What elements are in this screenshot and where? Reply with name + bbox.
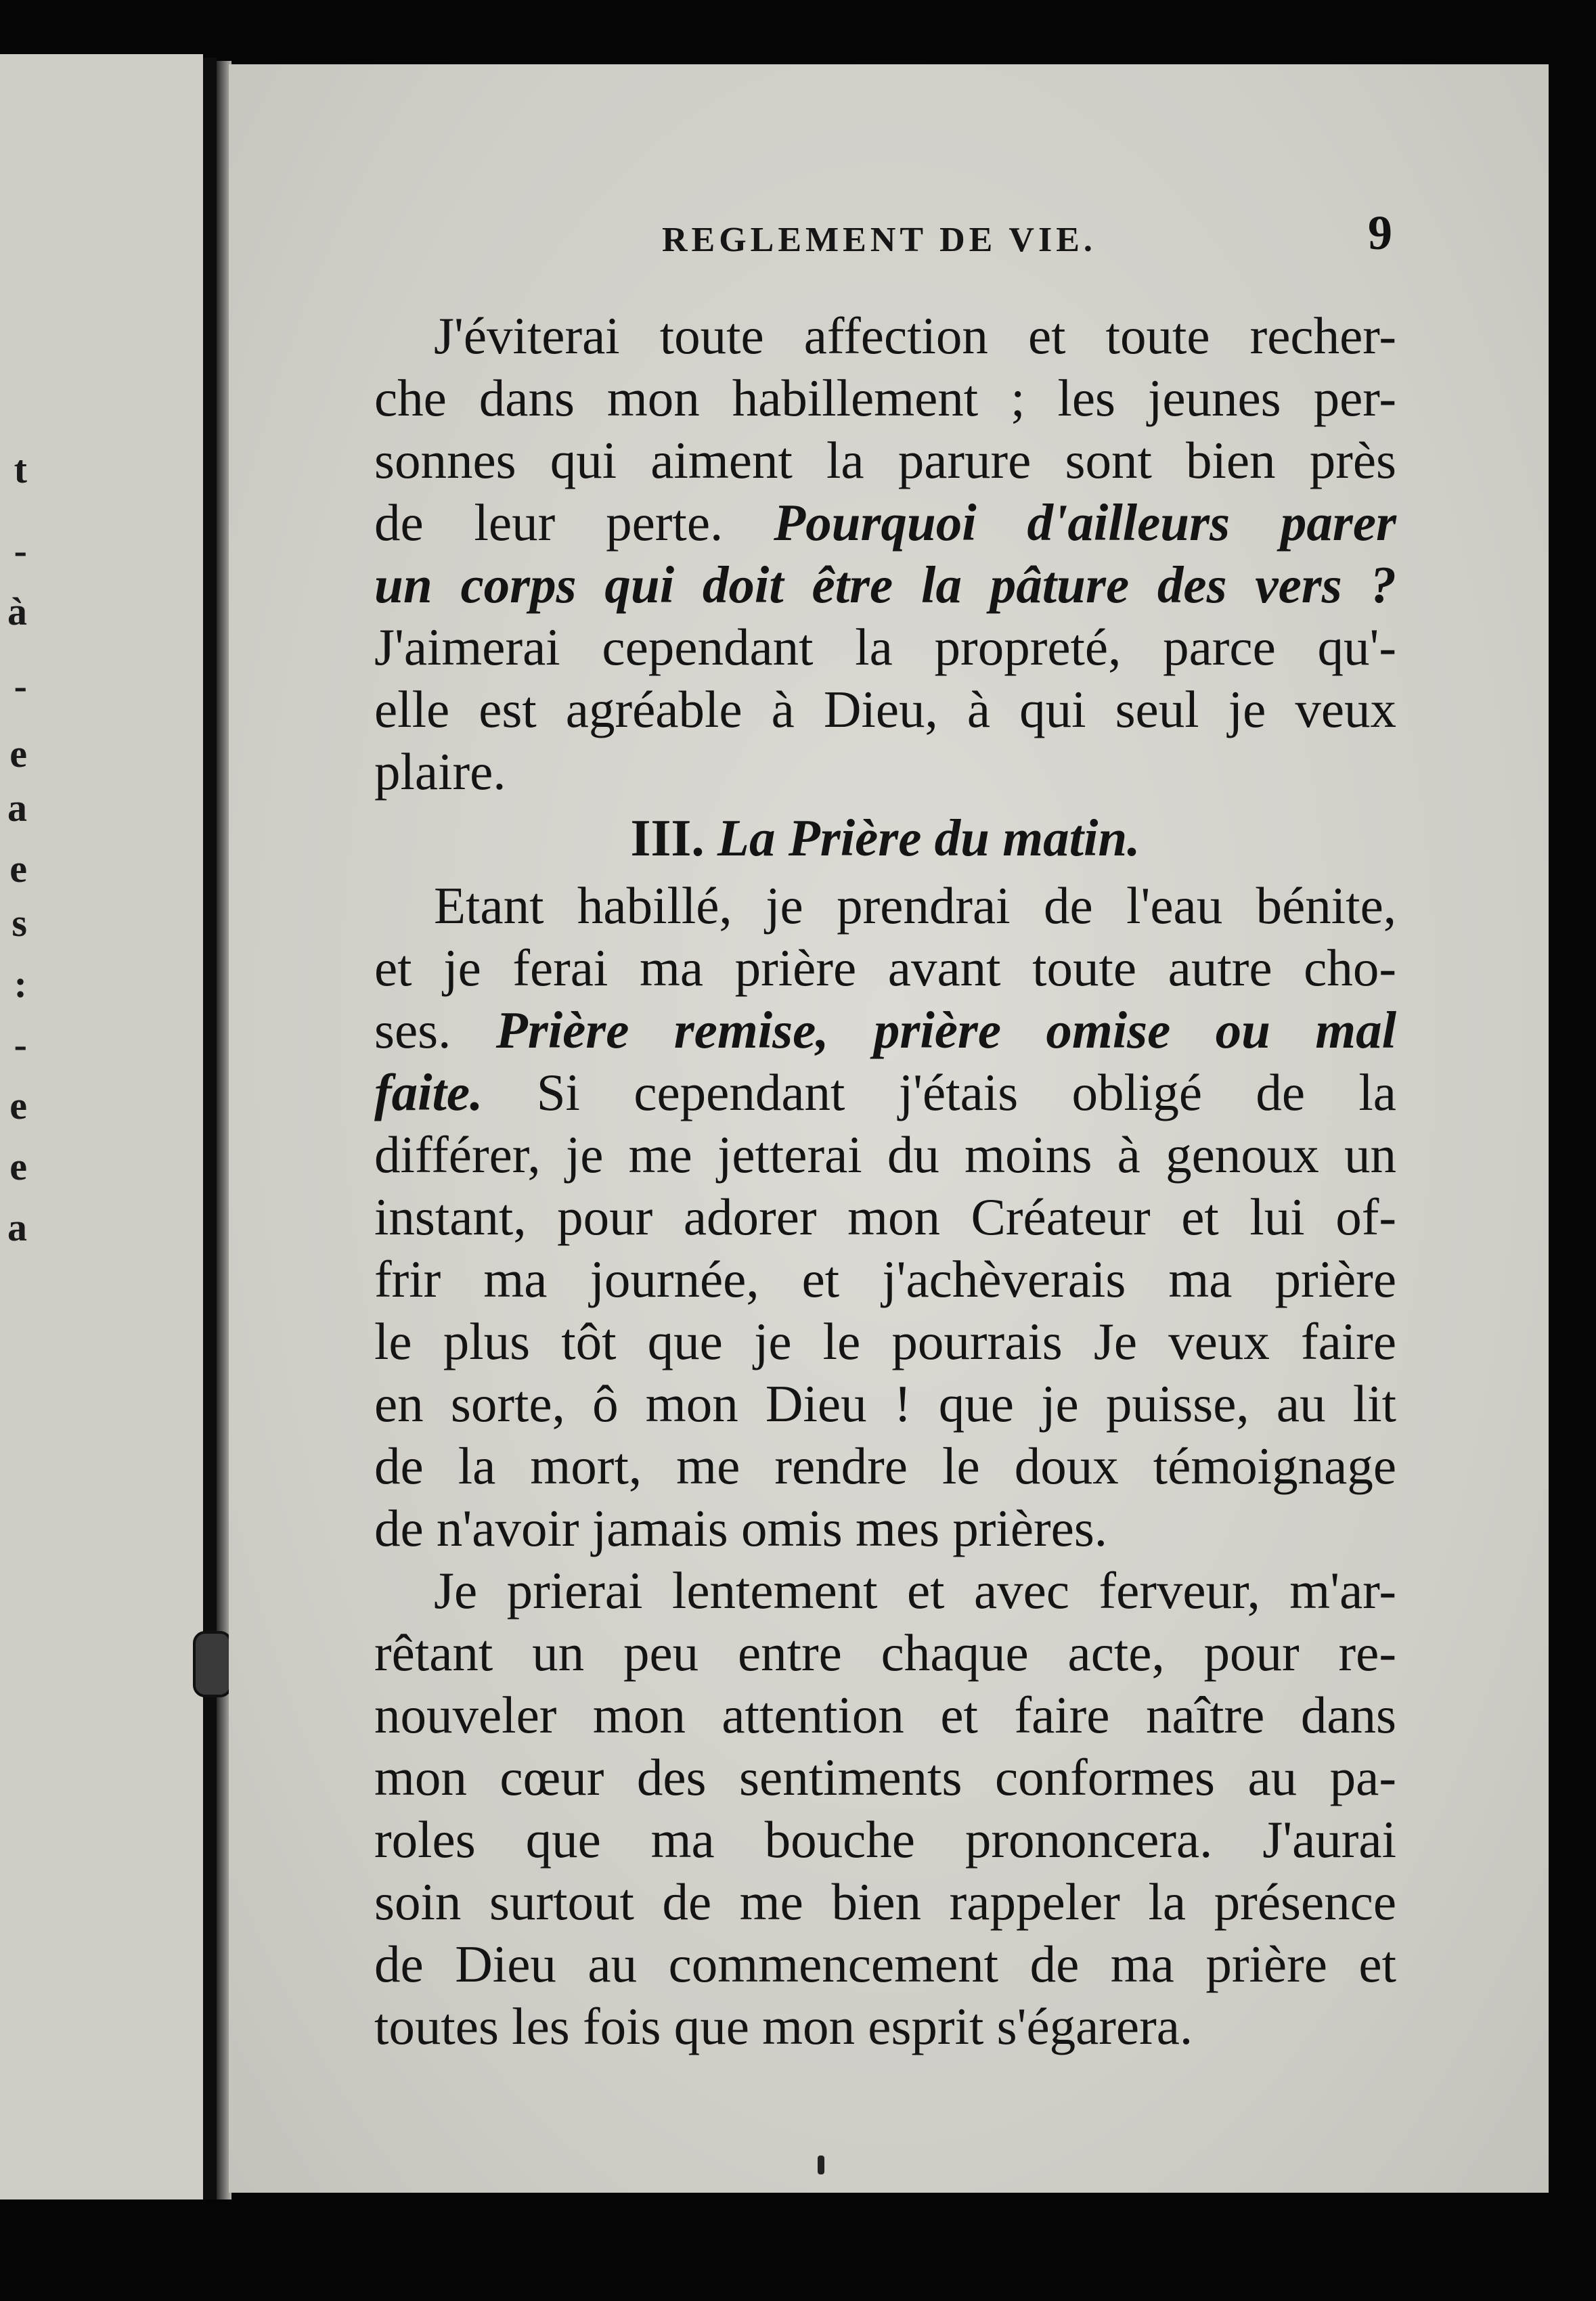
text-line <box>374 1559 1396 1622</box>
text-run: Si cependant j'étais obligé de la <box>483 1063 1396 1121</box>
left-page-fragment: - <box>14 1023 27 1067</box>
text-run: différer, je me jetterai du moins à genoux un <box>374 1125 1396 1184</box>
text-line <box>374 874 1396 937</box>
text-run: de n'avoir jamais omis mes prières. <box>374 1499 1108 1557</box>
text-line <box>374 1186 1396 1248</box>
text-run: le plus tôt que je le pourrais Je veux faire <box>374 1312 1396 1370</box>
book-gutter <box>203 58 217 2199</box>
text-line <box>374 305 1396 367</box>
text-line <box>374 1497 1396 1559</box>
text-run: Je prierai lentement et avec ferveur, m'ar- <box>434 1561 1396 1619</box>
section-title: La Prière du matin. <box>717 809 1140 867</box>
italic-run: faite. <box>374 1063 483 1121</box>
text-run: elle est agréable à Dieu, à qui seul je veux <box>374 680 1396 738</box>
text-line <box>374 1995 1396 2057</box>
adjacent-left-page <box>0 54 203 2199</box>
text-line <box>374 1248 1396 1310</box>
left-page-fragment: : <box>14 962 27 1006</box>
text-line <box>374 1808 1396 1871</box>
left-page-fragment: a <box>7 1205 27 1249</box>
italic-run: Pourquoi d'ailleurs parer <box>774 493 1397 552</box>
paragraph-2 <box>374 874 1396 1559</box>
running-head: REGLEMENT DE VIE. <box>662 221 1096 259</box>
text-run: J'aimerai cependant la propreté, parce qu'- <box>374 618 1396 676</box>
section-number: III. <box>630 809 705 867</box>
ink-mark <box>818 2155 824 2174</box>
text-line <box>374 1871 1396 1933</box>
book-page <box>229 64 1549 2193</box>
text-line <box>374 678 1396 740</box>
text-run: nouveler mon attention et faire naître dans <box>374 1686 1396 1744</box>
text-run: mon cœur des sentiments conformes au pa- <box>374 1748 1396 1806</box>
paragraph-3 <box>374 1559 1396 2057</box>
left-page-fragment: t <box>14 447 27 491</box>
italic-run: un corps qui doit être la pâture des vers ? <box>374 556 1396 614</box>
italic-run: Prière remise, prière omise ou mal <box>495 1001 1397 1059</box>
page-number: 9 <box>1368 206 1392 260</box>
text-run: plaire. <box>374 742 506 801</box>
text-line <box>374 1933 1396 1995</box>
text-run: instant, pour adorer mon Créateur et lui of- <box>374 1188 1396 1246</box>
left-page-fragment: e <box>9 1144 27 1188</box>
text-run: sonnes qui aiment la parure sont bien près <box>374 431 1396 489</box>
text-line <box>374 1123 1396 1186</box>
text-line <box>374 1622 1396 1684</box>
binding-clasp <box>193 1631 232 1697</box>
page-body <box>374 305 1396 2057</box>
left-page-fragment: a <box>7 786 27 830</box>
text-run: de Dieu au commencement de ma prière et <box>374 1935 1396 1993</box>
text-run: en sorte, ô mon Dieu ! que je puisse, au lit <box>374 1375 1396 1433</box>
text-run: toutes les fois que mon esprit s'égarera. <box>374 1997 1193 2055</box>
text-run: rêtant un peu entre chaque acte, pour re- <box>374 1624 1396 1682</box>
left-page-fragment: à <box>7 589 27 633</box>
left-page-fragment: e <box>9 732 27 776</box>
text-line <box>374 616 1396 678</box>
text-line <box>374 1435 1396 1497</box>
text-line <box>374 1310 1396 1372</box>
text-line <box>374 1372 1396 1435</box>
text-run: J'éviterai toute affection et toute recher- <box>434 307 1396 365</box>
left-page-fragment: e <box>9 1084 27 1127</box>
text-line <box>374 999 1396 1061</box>
text-line <box>374 1061 1396 1123</box>
text-run: Etant habillé, je prendrai de l'eau bénite, <box>434 876 1396 935</box>
text-line <box>374 1684 1396 1746</box>
text-line <box>374 1746 1396 1808</box>
text-run: che dans mon habillement ; les jeunes per- <box>374 369 1396 427</box>
text-run: frir ma journée, et j'achèverais ma prière <box>374 1250 1396 1308</box>
text-run: soin surtout de me bien rappeler la présence <box>374 1873 1396 1931</box>
text-line <box>374 429 1396 491</box>
text-run: et je ferai ma prière avant toute autre cho- <box>374 939 1396 997</box>
text-line <box>374 554 1396 616</box>
text-run: de leur perte. <box>374 493 774 552</box>
section-heading <box>374 807 1396 869</box>
paragraph-1 <box>374 305 1396 803</box>
left-page-fragment: s <box>12 901 27 945</box>
text-line <box>374 937 1396 999</box>
text-run: de la mort, me rendre le doux témoignage <box>374 1437 1396 1495</box>
text-run: ses. <box>374 1001 496 1059</box>
left-page-fragment: - <box>14 664 27 708</box>
text-line <box>374 367 1396 429</box>
text-run: roles que ma bouche prononcera. J'aurai <box>374 1810 1396 1869</box>
left-page-fragment: e <box>9 847 27 891</box>
text-line <box>374 491 1396 554</box>
text-line <box>374 740 1396 803</box>
left-page-fragment: - <box>14 529 27 573</box>
